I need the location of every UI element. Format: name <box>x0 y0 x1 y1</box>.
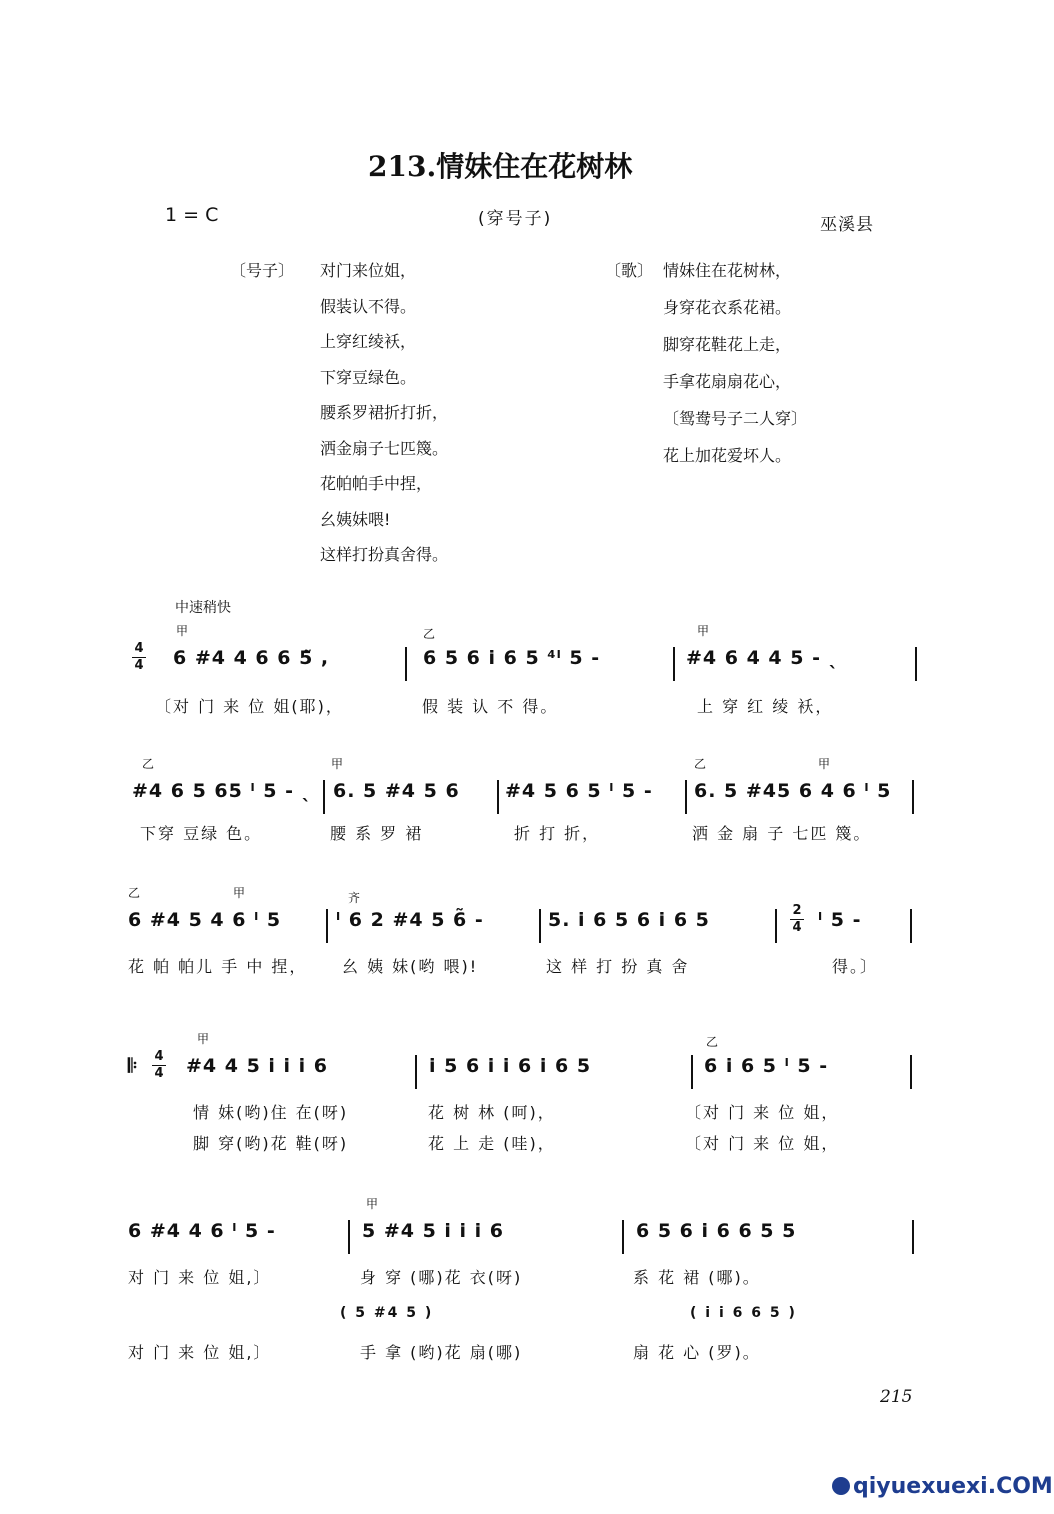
lyric-line: 得。〕 <box>832 957 879 976</box>
lyric-line: 〔对 门 来 位 姐(耶)， <box>155 697 344 716</box>
lyric-line: 下穿 豆绿 色。 <box>140 824 263 843</box>
bar-line <box>326 909 328 943</box>
bar-line <box>685 780 687 814</box>
lyric-line: 身 穿 (哪)花 衣(呀) <box>360 1268 523 1287</box>
lyric-line: 腰 系 罗 裙 <box>330 824 424 843</box>
voice-mark: 乙 <box>694 757 707 771</box>
lyric-column-line: 对门来位姐， <box>320 261 417 280</box>
measure-notes: 6 i 6 5 ˡ 5 - <box>704 1055 829 1077</box>
score-system-5 <box>0 1195 1054 1370</box>
lyric-column-line: 花帕帕手中捏， <box>320 474 433 493</box>
alternate-notes: ( 5 #4 5 ) <box>340 1305 434 1321</box>
bar-line <box>912 1220 914 1254</box>
voice-mark: 甲 <box>233 886 246 900</box>
song-origin: 巫溪县 <box>820 215 874 235</box>
lyric-line: 花 帕 帕儿 手 中 捏， <box>128 957 308 976</box>
lyric-line: 对 门 来 位 姐,〕 <box>128 1268 272 1287</box>
lyric-line: 上 穿 红 绫 袄， <box>697 697 834 716</box>
voice-mark: 甲 <box>197 1032 210 1046</box>
measure-notes: #4 4 5 i i i 6 <box>186 1055 329 1077</box>
voice-mark: 乙 <box>423 627 436 641</box>
lyric-column-line: 情妹住在花树林， <box>663 261 792 280</box>
lyric-line: 花 树 林 (呵)， <box>428 1103 556 1122</box>
lyric-line: 洒 金 扇 子 七匹 篾。 <box>692 824 872 843</box>
bar-line <box>910 909 912 943</box>
lyric-line-verse-2: 〔对 门 来 位 姐， <box>685 1134 840 1153</box>
haozi-tag: 〔号子〕 <box>230 261 295 280</box>
song-genre: (穿号子) <box>478 209 553 229</box>
ge-lyrics <box>605 258 935 478</box>
time-signature: 2 4 <box>790 904 804 935</box>
lyric-column-line: 洒金扇子七匹篾。 <box>320 438 449 458</box>
measure-notes: 6 #4 4 6 ˡ 5 - <box>128 1220 276 1242</box>
lyric-line-verse-2: 手 拿 (哟)花 扇(哪) <box>360 1343 523 1362</box>
repeat-start-sign: 𝄆 <box>128 1055 139 1077</box>
measure-notes: i 5 6 i i 6 i 6 5 <box>429 1055 592 1077</box>
score-system-2 <box>0 755 1054 845</box>
bar-line <box>348 1220 350 1254</box>
voice-mark: 乙 <box>706 1035 719 1049</box>
score-system-1 <box>0 622 1054 722</box>
tempo-marking: 中速稍快 <box>175 600 231 616</box>
ge-tag: 〔歌〕 <box>605 261 654 280</box>
lyric-line-verse-2: 对 门 来 位 姐,〕 <box>128 1343 272 1362</box>
bar-line <box>912 780 914 814</box>
measure-notes: #4 6 4 4 5 - ˎ <box>686 647 840 669</box>
voice-mark: 甲 <box>697 624 710 638</box>
lyric-column-line: 上穿红绫袄， <box>320 332 417 351</box>
bar-line <box>323 780 325 814</box>
watermark: qiyuexuexi.COM <box>832 1474 1053 1499</box>
voice-mark: 乙 <box>142 757 155 771</box>
lyric-line-verse-2: 脚 穿(哟)花 鞋(呀) <box>193 1134 349 1153</box>
lyric-line: 幺 姨 妹(哟 喂)! <box>342 957 479 976</box>
score-system-3 <box>0 884 1054 974</box>
measure-notes: 6 #4 4 6 6 5̃ , <box>173 647 330 669</box>
bar-line <box>497 780 499 814</box>
voice-mark: 乙 <box>128 886 141 900</box>
measure-notes: 6. 5 #45 6 4 6 ˡ 5 <box>694 780 892 802</box>
measure-notes: 6 #4 5 4 6 ˡ 5 <box>128 909 282 931</box>
lyric-line: 情 妹(哟)住 在(呀) <box>193 1103 349 1122</box>
lyric-line: 假 装 认 不 得。 <box>422 697 559 716</box>
measure-notes: ˡ 5 - <box>818 909 862 931</box>
score-system-4 <box>0 1030 1054 1160</box>
lyric-column-line: 腰系罗裙折打折， <box>320 403 449 422</box>
bar-line <box>775 909 777 943</box>
time-signature: 4 4 <box>152 1050 166 1081</box>
lyric-column-line: 花上加花爱坏人。 <box>663 446 792 465</box>
lyric-line-verse-2: 扇 花 心 (罗)。 <box>633 1343 761 1362</box>
voice-mark: 甲 <box>176 624 189 638</box>
haozi-lyrics <box>230 258 560 578</box>
lyric-column-line: 〔鸳鸯号子二人穿〕 <box>663 409 808 428</box>
lyric-column-line: 脚穿花鞋花上走， <box>663 335 792 354</box>
voice-mark: 甲 <box>331 757 344 771</box>
lyric-column-line: 假装认不得。 <box>320 296 417 316</box>
lyric-line: 折 打 折， <box>514 824 601 843</box>
lyric-line: 系 花 裙 (哪)。 <box>633 1268 761 1287</box>
bar-line <box>691 1055 693 1089</box>
bar-line <box>622 1220 624 1254</box>
voice-mark: 甲 <box>818 757 831 771</box>
lyric-line-verse-2: 花 上 走 (哇)， <box>428 1134 556 1153</box>
key-signature: 1 = C <box>165 204 219 226</box>
measure-notes: 6 5 6 i 6 6 5 5 <box>636 1220 797 1242</box>
alternate-notes: ( i i 6 6 5 ) <box>690 1305 797 1321</box>
voice-mark: 甲 <box>366 1197 379 1211</box>
measure-notes: #4 5 6 5 ˡ 5 - <box>505 780 653 802</box>
measure-notes: ˡ 6 2 #4 5 6̃ - <box>336 909 484 931</box>
bar-line <box>915 647 917 681</box>
bar-line <box>910 1055 912 1089</box>
lyric-column-line: 手拿花扇扇花心， <box>663 372 792 391</box>
measure-notes: 5 #4 5 i i i 6 <box>362 1220 505 1242</box>
lyric-column-line: 这样打扮真舍得。 <box>320 545 449 564</box>
song-title: 213.情妹住在花树林 <box>368 150 633 183</box>
measure-notes: 6. 5 #4 5 6 <box>333 780 460 802</box>
voice-mark: 齐 <box>348 891 361 905</box>
measure-notes: 5. i 6 5 6 i 6 5 <box>548 909 710 931</box>
bar-line <box>405 647 407 681</box>
time-signature: 4 4 <box>132 642 146 673</box>
bar-line <box>415 1055 417 1089</box>
measure-notes: 6 5 6 i 6 5 ⁴ˡ 5 - <box>423 647 601 669</box>
lyric-column-line: 幺姨妹喂! <box>320 509 391 529</box>
measure-notes: #4 6 5 65 ˡ 5 - ˎ <box>132 780 313 802</box>
lyric-column-line: 身穿花衣系花裙。 <box>663 298 792 317</box>
watermark-logo-icon <box>832 1477 850 1495</box>
lyric-line: 这 样 打 扮 真 舍 <box>546 957 690 976</box>
page-number: 215 <box>880 1387 913 1407</box>
bar-line <box>673 647 675 681</box>
lyric-column-line: 下穿豆绿色。 <box>320 367 417 387</box>
bar-line <box>539 909 541 943</box>
lyric-line: 〔对 门 来 位 姐， <box>685 1103 840 1122</box>
